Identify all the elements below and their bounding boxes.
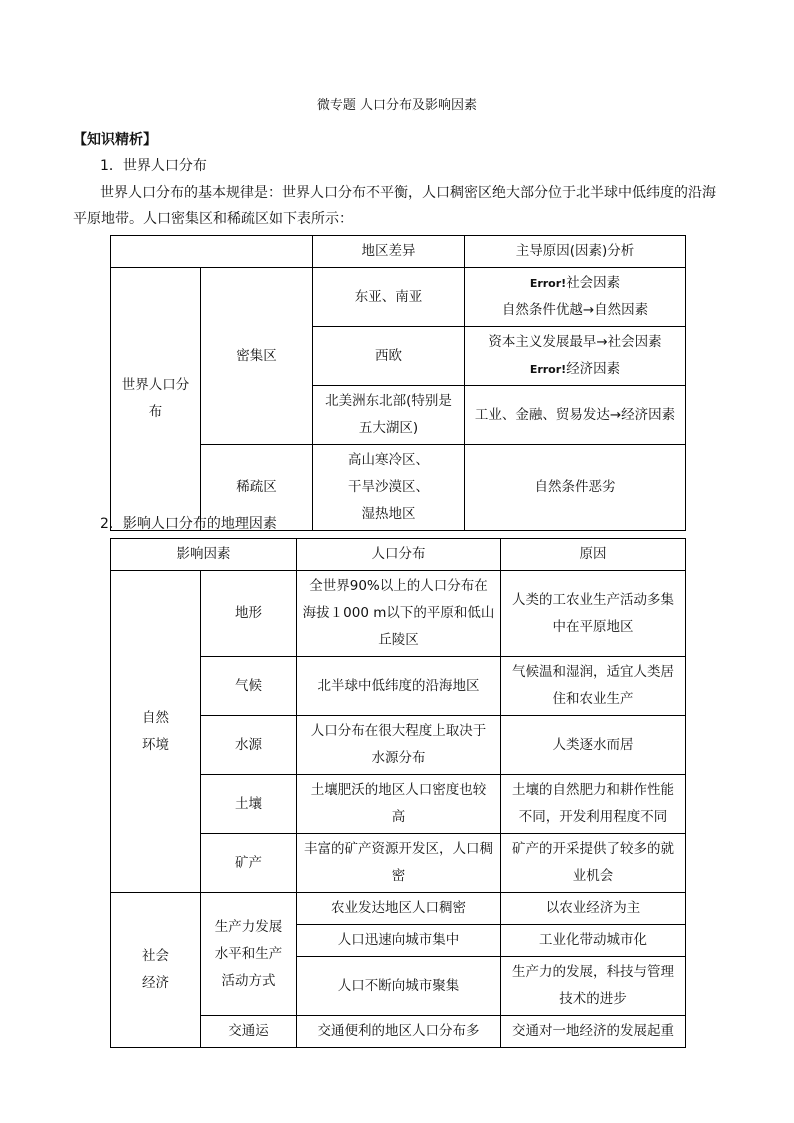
influence-factors-table <box>110 538 686 1048</box>
table1-header-region: 地区差异 <box>313 236 465 268</box>
section-heading: 【知识精析】 <box>73 132 157 148</box>
distribution-agriculture: 农业发达地区人口稠密 <box>297 893 501 925</box>
factor-soil: 土壤 <box>201 775 297 834</box>
region-sparse: 高山寒冷区、 干旱沙漠区、 湿热地区 <box>313 445 465 531</box>
distribution-urban-concentration: 人口迅速向城市集中 <box>297 925 501 957</box>
population-distribution-table <box>110 235 686 531</box>
error-marker: Error! <box>529 363 567 376</box>
reason-industrialization: 工业化带动城市化 <box>501 925 686 957</box>
table1-header-reason: 主导原因(因素)分析 <box>465 236 686 268</box>
distribution-transport: 交通便利的地区人口分布多 <box>297 1016 501 1048</box>
reason-technology: 生产力的发展，科技与管理 技术的进步 <box>501 957 686 1016</box>
reason-minerals: 矿产的开采提供了较多的就 业机会 <box>501 834 686 893</box>
table2-header-factor: 影响因素 <box>111 539 297 571</box>
paragraph-line-1: 世界人口分布的基本规律是：世界人口分布不平衡，人口稠密区绝大部分位于北半球中低纬度的沿海 <box>100 185 716 201</box>
reason-water: 人类逐水而居 <box>501 716 686 775</box>
region-east-south-asia: 东亚、南亚 <box>313 268 465 327</box>
factor-minerals: 矿产 <box>201 834 297 893</box>
world-population-label: 世界人口分 布 <box>111 268 201 531</box>
social-economic-label: 社会 经济 <box>111 893 201 1048</box>
reason-east-south-asia: Error!社会因素 自然条件优越→自然因素 <box>465 268 686 327</box>
table2-header-reason: 原因 <box>501 539 686 571</box>
reason-sparse: 自然条件恶劣 <box>465 445 686 531</box>
heading-world-population: 1．世界人口分布 <box>100 158 207 174</box>
reason-west-europe: 资本主义发展最早→社会因素 Error!经济因素 <box>465 327 686 386</box>
reason-terrain: 人类的工农业生产活动多集 中在平原地区 <box>501 571 686 657</box>
region-northeast-america: 北美洲东北部(特别是 五大湖区) <box>313 386 465 445</box>
region-west-europe: 西欧 <box>313 327 465 386</box>
distribution-minerals: 丰富的矿产资源开发区，人口稠 密 <box>297 834 501 893</box>
table1-header-blank <box>111 236 313 268</box>
reason-agriculture: 以农业经济为主 <box>501 893 686 925</box>
productivity-label: 生产力发展 水平和生产 活动方式 <box>201 893 297 1016</box>
reason-transport: 交通对一地经济的发展起重 <box>501 1016 686 1048</box>
sparse-area-label: 稀疏区 <box>201 445 313 531</box>
factor-water: 水源 <box>201 716 297 775</box>
factor-transport: 交通运 <box>201 1016 297 1048</box>
reason-climate: 气候温和湿润，适宜人类居 住和农业生产 <box>501 657 686 716</box>
factor-terrain: 地形 <box>201 571 297 657</box>
paragraph-line-2: 平原地带。人口密集区和稀疏区如下表所示： <box>73 211 353 227</box>
distribution-soil: 土壤肥沃的地区人口密度也较 高 <box>297 775 501 834</box>
heading-geographic-factors: 2．影响人口分布的地理因素 <box>100 516 277 532</box>
reason-soil: 土壤的自然肥力和耕作性能 不同，开发利用程度不同 <box>501 775 686 834</box>
distribution-urban-aggregation: 人口不断向城市聚集 <box>297 957 501 1016</box>
distribution-climate: 北半球中低纬度的沿海地区 <box>297 657 501 716</box>
table2-header-distribution: 人口分布 <box>297 539 501 571</box>
factor-climate: 气候 <box>201 657 297 716</box>
natural-environment-label: 自然 环境 <box>111 571 201 893</box>
reason-northeast-america: 工业、金融、贸易发达→经济因素 <box>465 386 686 445</box>
distribution-water: 人口分布在很大程度上取决于 水源分布 <box>297 716 501 775</box>
distribution-terrain: 全世界90%以上的人口分布在 海拔１000 m以下的平原和低山 丘陵区 <box>297 571 501 657</box>
error-marker: Error! <box>529 277 567 290</box>
dense-area-label: 密集区 <box>201 268 313 445</box>
document-title: 微专题 人口分布及影响因素 <box>316 98 478 113</box>
